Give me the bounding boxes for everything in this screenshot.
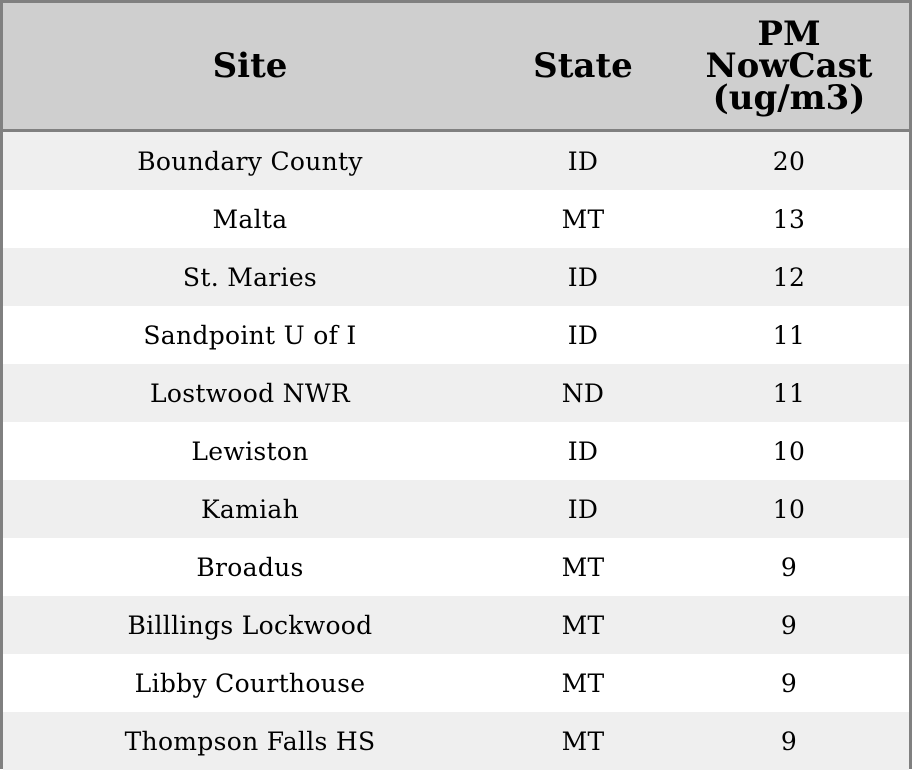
cell-pm-nowcast: 9 <box>780 726 798 756</box>
cell-pm-nowcast: 12 <box>772 262 806 292</box>
cell-site: St. Maries <box>182 262 318 292</box>
table-body <box>3 132 909 766</box>
table-row <box>3 422 909 480</box>
cell-state: ID <box>567 494 599 524</box>
cell-site: Thompson Falls HS <box>124 726 376 756</box>
column-header-pm-line-3: (ug/m3) <box>712 78 866 118</box>
cell-site: Kamiah <box>200 494 300 524</box>
cell-pm-nowcast: 20 <box>772 146 806 176</box>
table-row <box>3 654 909 712</box>
cell-pm-nowcast: 13 <box>772 204 806 234</box>
cell-state: ID <box>567 320 599 350</box>
cell-pm-nowcast: 10 <box>772 436 806 466</box>
table-row <box>3 190 909 248</box>
column-header-pm-line-2: NowCast <box>705 46 873 86</box>
cell-pm-nowcast: 9 <box>780 552 798 582</box>
cell-state: ID <box>567 262 599 292</box>
cell-pm-nowcast: 9 <box>780 610 798 640</box>
column-header-pm-line-1: PM <box>757 14 821 54</box>
cell-site: Sandpoint U of I <box>143 320 357 350</box>
cell-pm-nowcast: 11 <box>772 320 806 350</box>
table-row <box>3 596 909 654</box>
cell-site: Billlings Lockwood <box>127 610 373 640</box>
table-row <box>3 364 909 422</box>
column-header-state: State <box>533 46 633 86</box>
cell-pm-nowcast: 11 <box>772 378 806 408</box>
cell-site: Lostwood NWR <box>150 378 350 408</box>
column-header-pm-nowcast <box>669 3 909 129</box>
table-row <box>3 538 909 596</box>
table-row <box>3 480 909 538</box>
cell-state: MT <box>561 668 605 698</box>
cell-pm-nowcast: 9 <box>780 668 798 698</box>
column-header-site: Site <box>212 46 288 86</box>
cell-state: MT <box>561 610 605 640</box>
cell-pm-nowcast: 10 <box>772 494 806 524</box>
cell-site: Malta <box>212 204 288 234</box>
table-row <box>3 248 909 306</box>
cell-site: Libby Courthouse <box>134 668 366 698</box>
cell-site: Lewiston <box>191 436 309 466</box>
cell-state: ID <box>567 146 599 176</box>
table-row <box>3 306 909 364</box>
cell-state: MT <box>561 552 605 582</box>
cell-state: MT <box>561 204 605 234</box>
cell-state: MT <box>561 726 605 756</box>
table-row <box>3 712 909 770</box>
cell-site: Boundary County <box>137 146 363 176</box>
cell-site: Broadus <box>196 552 304 582</box>
cell-state: ND <box>561 378 605 408</box>
cell-state: ID <box>567 436 599 466</box>
table-header-row <box>3 3 909 132</box>
table-row <box>3 132 909 190</box>
